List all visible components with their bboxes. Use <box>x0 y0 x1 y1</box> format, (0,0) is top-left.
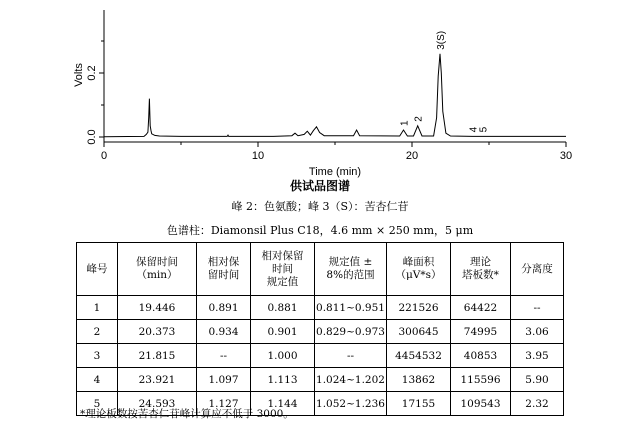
x-tick-label: 10 <box>251 150 265 162</box>
column-header: 峰号 <box>77 243 118 296</box>
table-cell: 221526 <box>387 296 451 320</box>
table-cell: 3.95 <box>511 344 564 368</box>
table-cell: 23.921 <box>118 368 197 392</box>
column-header: 保留时间 （min） <box>118 243 197 296</box>
peak-label: 4 <box>468 126 480 133</box>
table-cell: 64422 <box>451 296 511 320</box>
table-cell: 5 <box>77 392 118 416</box>
table-cell: 1 <box>77 296 118 320</box>
table-cell: 0.934 <box>197 320 251 344</box>
table-cell: 21.815 <box>118 344 197 368</box>
table-cell: 13862 <box>387 368 451 392</box>
table-cell: 74995 <box>451 320 511 344</box>
chromatogram-trace-group <box>104 54 566 137</box>
table-cell: 1.127 <box>197 392 251 416</box>
table-cell: 1.113 <box>251 368 315 392</box>
column-header: 规定值 ± 8%的范围 <box>315 243 387 296</box>
peak-labels <box>399 31 489 132</box>
table-cell: 5.90 <box>511 368 564 392</box>
table-cell: 3 <box>77 344 118 368</box>
figure-title: 供试品图谱 <box>289 179 350 193</box>
column-info: 色谱柱：Diamonsil Plus C18，4.6 mm × 250 mm，5 μm <box>166 224 474 237</box>
table-body <box>77 296 564 416</box>
x-tick-label: 0 <box>100 150 108 162</box>
table-row <box>77 296 564 320</box>
table-cell: 2.32 <box>511 392 564 416</box>
table-cell: 1.000 <box>251 344 315 368</box>
table-cell: 300645 <box>387 320 451 344</box>
table-cell: 19.446 <box>118 296 197 320</box>
table-cell: 0.891 <box>197 296 251 320</box>
x-tick-label: 20 <box>405 150 419 162</box>
peak-label: 1 <box>399 120 411 126</box>
chromatogram <box>0 0 640 180</box>
chromatogram-axes <box>104 10 566 142</box>
column-header: 相对保留 时间 规定值 <box>251 243 315 296</box>
peak-label: 2 <box>413 116 425 122</box>
table-cell: 0.811~0.951 <box>315 296 387 320</box>
table-cell: 2 <box>77 320 118 344</box>
table-row <box>77 368 564 392</box>
table-cell: 109543 <box>451 392 511 416</box>
table-cell: 40853 <box>451 344 511 368</box>
table-cell: 0.881 <box>251 296 315 320</box>
table-cell: 4 <box>77 368 118 392</box>
peak-label: 3(S) <box>435 30 447 50</box>
table-cell: 17155 <box>387 392 451 416</box>
column-header: 相对保 留时间 <box>197 243 251 296</box>
y-axis-label: Volts <box>73 63 85 87</box>
table-cell: 24.593 <box>118 392 197 416</box>
footnote: *理论板数按苦杏仁苷峰计算应不低于 3000。 <box>80 408 294 420</box>
table-cell: 1.097 <box>197 368 251 392</box>
table-cell: -- <box>197 344 251 368</box>
table-row <box>77 344 564 368</box>
table-cell: 1.144 <box>251 392 315 416</box>
table-cell: 0.901 <box>251 320 315 344</box>
table-cell: 115596 <box>451 368 511 392</box>
table-cell: -- <box>511 296 564 320</box>
chromatogram-trace <box>104 54 566 137</box>
table-cell: 0.829~0.973 <box>315 320 387 344</box>
peak-data-table <box>76 242 564 416</box>
table-cell: 3.06 <box>511 320 564 344</box>
table-row <box>77 320 564 344</box>
table-cell: -- <box>315 344 387 368</box>
table-cell: 20.373 <box>118 320 197 344</box>
column-header: 理论 塔板数* <box>451 243 511 296</box>
column-header: 峰面积 （μV*s） <box>387 243 451 296</box>
x-tick-label: 30 <box>559 150 573 162</box>
table-cell: 1.052~1.236 <box>315 392 387 416</box>
y-tick-label: 0.0 <box>86 129 98 145</box>
table-cell: 1.024~1.202 <box>315 368 387 392</box>
x-axis-label: Time (min) <box>308 166 362 178</box>
peak-label: 5 <box>478 126 490 133</box>
table-cell: 4454532 <box>387 344 451 368</box>
table-header-row <box>77 243 564 296</box>
column-header: 分离度 <box>511 243 564 296</box>
y-tick-label: 0.2 <box>86 65 98 81</box>
figure-subtitle: 峰 2：色氨酸；峰 3（S）：苦杏仁苷 <box>231 200 409 213</box>
chromatogram-ticks <box>86 41 572 162</box>
